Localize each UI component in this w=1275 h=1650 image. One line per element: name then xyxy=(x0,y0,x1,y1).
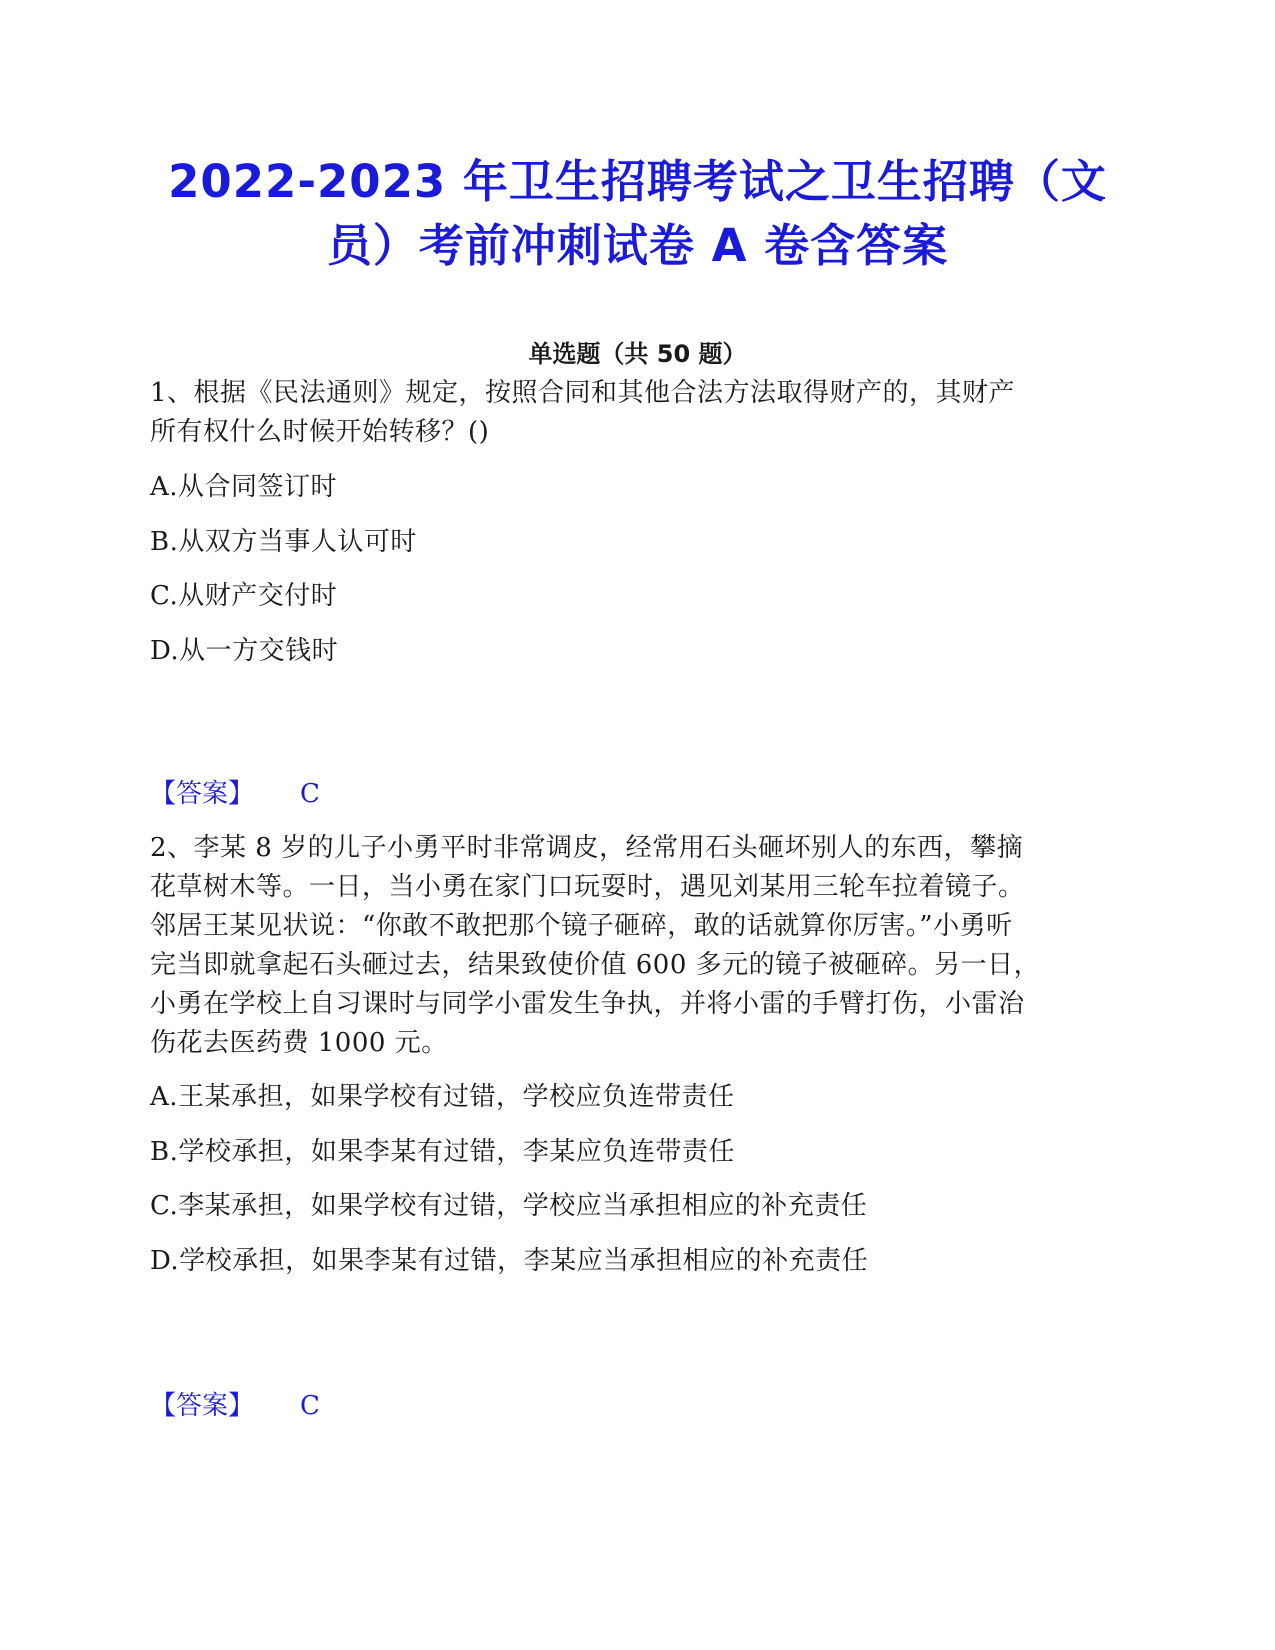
option-c: C.李某承担，如果学校有过错，学校应当承担相应的补充责任 xyxy=(150,1191,868,1221)
question-stem-line: 伤花去医药费 1000 元。 xyxy=(150,1028,448,1058)
answer-row-2 xyxy=(150,1388,320,1424)
option-b: B.从双方当事人认可时 xyxy=(150,527,417,557)
answer-label: 【答案】 xyxy=(150,1391,255,1421)
option-a: A.从合同签订时 xyxy=(150,472,338,502)
question-stem-line: 完当即就拿起石头砸过去，结果致使价值 600 多元的镜子被砸碎。另一日， xyxy=(150,950,1041,980)
answer-value: C xyxy=(300,1391,320,1421)
option-b: B.学校承担，如果李某有过错，李某应负连带责任 xyxy=(150,1137,735,1167)
question-stem-line: 1、根据《民法通则》规定，按照合同和其他合法方法取得财产的，其财产 xyxy=(150,378,1016,408)
option-a: A.王某承担，如果学校有过错，学校应负连带责任 xyxy=(150,1082,735,1112)
title-line-1: 2022-2023 年卫生招聘考试之卫生招聘（文 xyxy=(168,155,1107,208)
question-stem-line: 邻居王某见状说：“你敢不敢把那个镜子砸碎，敢的话就算你厉害。”小勇听 xyxy=(150,911,1013,941)
question-stem-line: 花草树木等。一日，当小勇在家门口玩耍时，遇见刘某用三轮车拉着镜子。 xyxy=(150,872,1025,902)
question-1 xyxy=(150,374,1110,666)
section-heading: 单选题（共 50 题） xyxy=(528,340,747,368)
option-c: C.从财产交付时 xyxy=(150,581,338,611)
answer-label: 【答案】 xyxy=(150,779,255,809)
question-stem-line: 2、李某 8 岁的儿子小勇平时非常调皮，经常用石头砸坏别人的东西，攀摘 xyxy=(150,833,1024,863)
question-stem-line: 所有权什么时候开始转移？() xyxy=(150,417,490,447)
option-d: D.学校承担，如果李某有过错，李某应当承担相应的补充责任 xyxy=(150,1246,869,1276)
question-stem-line: 小勇在学校上自习课时与同学小雷发生争执，并将小雷的手臂打伤，小雷治 xyxy=(150,989,1025,1019)
document-title xyxy=(150,150,1125,278)
answer-value: C xyxy=(300,779,320,809)
question-2 xyxy=(150,829,1110,1276)
title-line-2: 员）考前冲刺试卷 A 卷含答案 xyxy=(326,219,949,272)
answer-row-1 xyxy=(150,776,320,812)
option-d: D.从一方交钱时 xyxy=(150,636,339,666)
